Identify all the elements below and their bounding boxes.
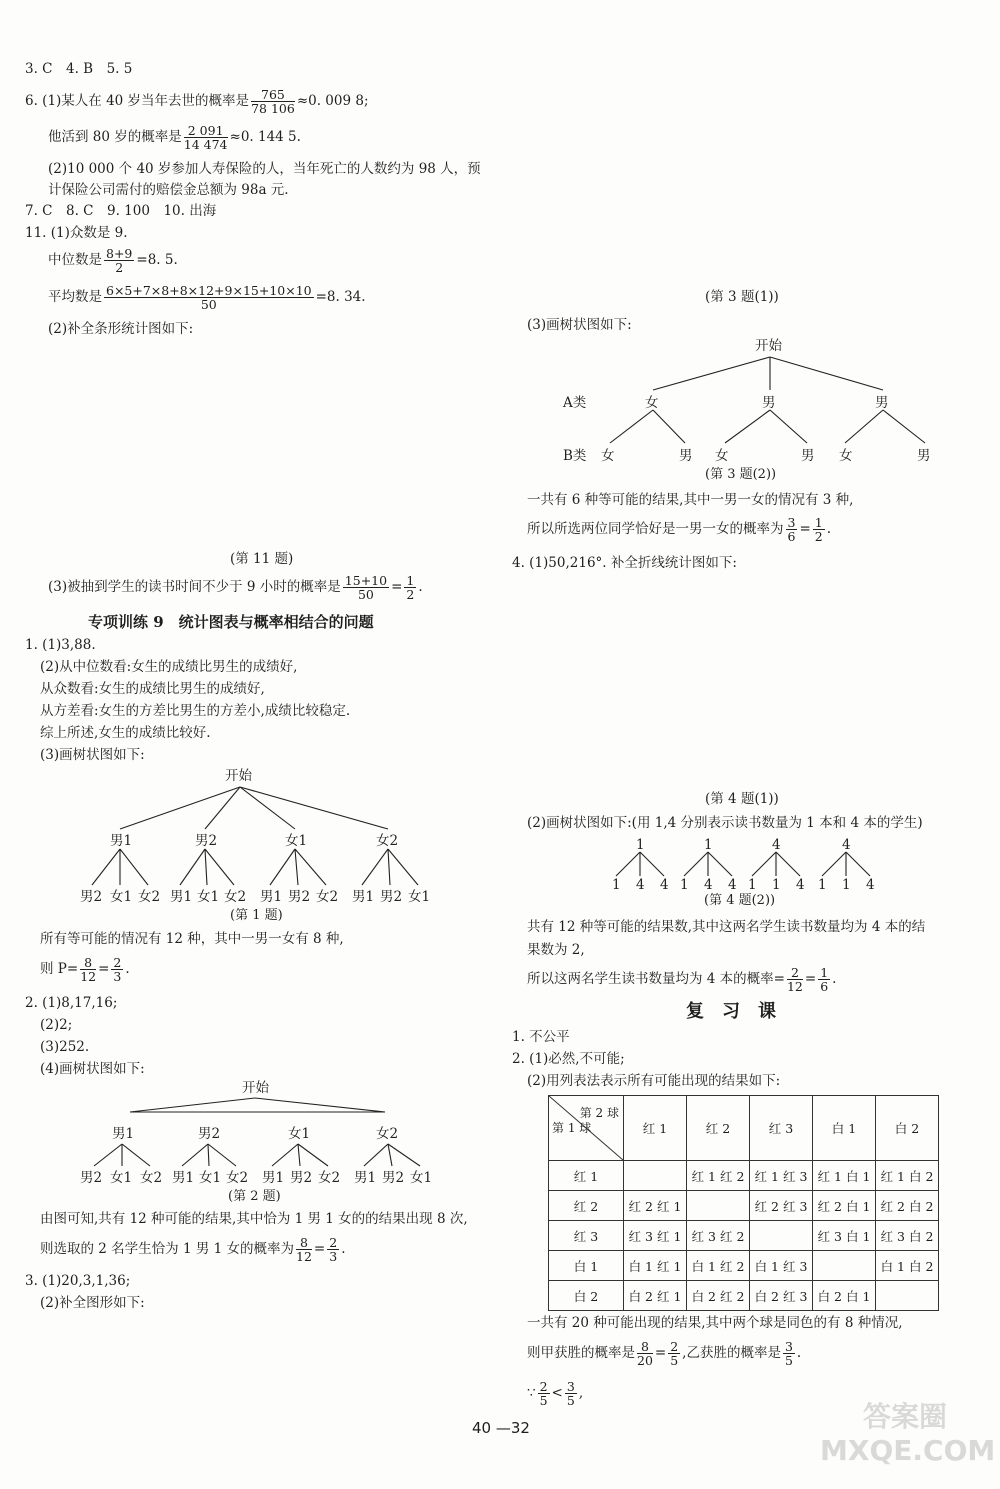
tree4-leaf: 4 — [728, 877, 737, 893]
q4-line-a: 4. (1)50,216°. 补全折线统计图如下: — [512, 555, 737, 571]
table-cell: 白 2 红 2 — [687, 1281, 750, 1311]
table-cell: 红 1 红 3 — [750, 1161, 813, 1191]
table-row — [549, 1191, 939, 1221]
table-corner — [549, 1096, 624, 1161]
tree1-root: 开始 — [225, 768, 252, 784]
q4-line-c: 共有 12 种等可能的结果数,其中这两名学生读书数量均为 4 本的结 — [527, 919, 926, 935]
tree4-leaf: 4 — [704, 877, 713, 893]
tree1-caption: (第 1 题) — [230, 908, 283, 923]
r-line5: 则甲获胜的概率是 $\frac{8}{20}$ = $\frac{2}{5}$ ,乙获胜的概率是 $\frac{3}{5}$ . — [527, 1339, 802, 1369]
q11-median: 中位数是 $\frac{8+9}{2}$ =8. 5. — [48, 246, 178, 276]
tree1-leaf: 女1 — [408, 889, 431, 905]
tree3-leaf: 男 — [679, 448, 693, 464]
table-cell: 白 2 白 1 — [813, 1281, 876, 1311]
fig3-1-caption: (第 3 题(1)) — [705, 289, 779, 305]
table-row — [549, 1161, 939, 1191]
s1-line7: 所有等可能的情况有 12 种，其中一男一女有 8 种, — [40, 931, 344, 947]
s2-line5: 由图可知,共有 12 种可能的结果,其中恰为 1 男 1 女的的结果出现 8 次, — [40, 1211, 468, 1227]
tree3-row-b: B类 — [563, 448, 587, 464]
table-cell: 白 1 白 2 — [876, 1251, 939, 1281]
q11-part3: (3)被抽到学生的读书时间不少于 9 小时的概率是 $\frac{15+10}{50}$ = $\frac{1}{2}$ . — [48, 573, 423, 603]
table-cell — [624, 1161, 687, 1191]
table-cell: 红 3 红 2 — [687, 1221, 750, 1251]
tree3-row-a: A类 — [563, 395, 587, 411]
tree1-leaf: 男1 — [352, 889, 375, 905]
tree-q3 — [555, 335, 955, 485]
tree2-node: 女2 — [376, 1126, 399, 1142]
tree2-leaf: 男1 — [354, 1170, 377, 1186]
table-cell: 红 2 红 3 — [750, 1191, 813, 1221]
tree1-leaf: 男2 — [380, 889, 403, 905]
q11-part2: (2)补全条形统计图如下: — [48, 321, 194, 337]
q6-line2: 他活到 80 岁的概率是 $\frac{2 091}{14 474}$ ≈0. 144 5. — [48, 123, 301, 153]
tree3-leaf: 男 — [917, 448, 931, 464]
tree4-leaf: 1 — [748, 877, 757, 893]
tree1-node: 男1 — [110, 833, 133, 849]
table-corner-bottom: 第 1 球 — [552, 1121, 592, 1135]
table-cell: 红 3 白 2 — [876, 1221, 939, 1251]
table-cell — [750, 1221, 813, 1251]
tree2-node: 男2 — [198, 1126, 221, 1142]
s2-line2: (2)2; — [40, 1017, 73, 1033]
table-cell: 红 2 白 1 — [813, 1191, 876, 1221]
tree4-leaf: 4 — [660, 877, 669, 893]
tree2-leaf: 男2 — [290, 1170, 313, 1186]
table-corner-top: 第 2 球 — [579, 1106, 619, 1120]
watermark: 答案圈 MXQE.COM — [820, 1400, 996, 1467]
table-cell: 白 2 红 3 — [750, 1281, 813, 1311]
table-row — [549, 1221, 939, 1251]
tree1-node: 男2 — [195, 833, 218, 849]
chart-q11 — [60, 338, 460, 550]
tree4-node: 4 — [772, 837, 781, 853]
q4-line-b: (2)画树状图如下:(用 1,4 分别表示读书数量为 1 本和 4 本的学生) — [527, 815, 923, 831]
answers-7-10: 7. C 8. C 9. 100 10. 出海 — [25, 203, 217, 219]
tree2-caption: (第 2 题) — [228, 1189, 281, 1204]
tree1-leaf: 女2 — [224, 889, 247, 905]
tree-q2 — [70, 1078, 450, 1206]
tree3-node: 男 — [762, 395, 776, 411]
table-col-head: 红 2 — [687, 1096, 750, 1161]
s1-line8: 则 P= $\frac{8}{12}$ = $\frac{2}{3}$ . — [40, 955, 130, 985]
tree2-root: 开始 — [242, 1080, 269, 1096]
table-cell: 白 1 红 2 — [687, 1251, 750, 1281]
s1-line4: 从方差看:女生的方差比男生的方差小,成绩比较稳定. — [40, 703, 351, 719]
table-cell: 白 2 红 1 — [624, 1281, 687, 1311]
tree1-node: 女2 — [376, 833, 399, 849]
s3-line2: (2)补全图形如下: — [40, 1295, 145, 1311]
q11-line1: 11. (1)众数是 9. — [25, 225, 128, 241]
s2-line1: 2. (1)8,17,16; — [25, 995, 118, 1011]
s1-line1: 1. (1)3,88. — [25, 637, 96, 653]
table-row-head: 红 2 — [549, 1191, 624, 1221]
tree2-leaf: 女1 — [410, 1170, 433, 1186]
table-row-head: 白 1 — [549, 1251, 624, 1281]
q3-line-e: 所以所选两位同学恰好是一男一女的概率为 $\frac{3}{6}$ = $\frac{1}{2}$ . — [527, 515, 832, 545]
tree2-leaf: 女2 — [226, 1170, 249, 1186]
s1-line5: 综上所述,女生的成绩比较好. — [40, 725, 211, 741]
tree4-leaf: 4 — [636, 877, 645, 893]
table-row-head: 红 3 — [549, 1221, 624, 1251]
r-line6: ∵ $\frac{2}{5}$ < $\frac{3}{5}$ , — [527, 1379, 584, 1409]
table-cell: 红 1 白 2 — [876, 1161, 939, 1191]
r-line2: 2. (1)必然,不可能; — [512, 1051, 625, 1067]
table-cell — [876, 1281, 939, 1311]
tree4-leaf: 4 — [796, 877, 805, 893]
tree4-node: 1 — [636, 837, 645, 853]
tree1-leaf: 女2 — [316, 889, 339, 905]
s2-line3: (3)252. — [40, 1039, 90, 1055]
tree3-root: 开始 — [755, 338, 782, 354]
table-row-head: 白 2 — [549, 1281, 624, 1311]
r-line1: 1. 不公平 — [512, 1029, 570, 1045]
table-col-head: 白 1 — [813, 1096, 876, 1161]
tree2-node: 女1 — [288, 1126, 311, 1142]
tree3-node: 女 — [645, 395, 659, 411]
tree4-caption: (第 4 题(2)) — [704, 893, 776, 906]
tree1-leaf: 男1 — [170, 889, 193, 905]
tree1-leaf: 男2 — [288, 889, 311, 905]
tree3-leaf: 男 — [801, 448, 815, 464]
s2-line6: 则选取的 2 名学生恰为 1 男 1 女的概率为 $\frac{8}{12}$ = $\frac{2}{3}$ . — [40, 1235, 346, 1265]
table-row — [549, 1281, 939, 1311]
q6-line1: 6. (1)某人在 40 岁当年去世的概率是 $\frac{765}{78 106}$ ≈0. 009 8; — [25, 87, 369, 117]
table-cell: 红 2 红 1 — [624, 1191, 687, 1221]
r-line4: 一共有 20 种可能出现的结果,其中两个球是同色的有 8 种情况, — [527, 1315, 903, 1331]
tree3-leaf: 女 — [715, 448, 729, 464]
s1-line2: (2)从中位数看:女生的成绩比男生的成绩好, — [40, 659, 298, 675]
chart-q4-1 — [610, 572, 870, 790]
tree2-leaf: 女2 — [140, 1170, 163, 1186]
tree4-node: 4 — [842, 837, 851, 853]
tree-q1 — [70, 765, 450, 925]
result-table — [548, 1095, 939, 1311]
tree4-node: 1 — [704, 837, 713, 853]
section-title: 专项训练 9 统计图表与概率相结合的问题 — [88, 613, 374, 631]
table-cell: 红 1 白 1 — [813, 1161, 876, 1191]
tree4-leaf: 1 — [818, 877, 827, 893]
table-cell: 红 3 白 1 — [813, 1221, 876, 1251]
tree1-leaf: 女1 — [197, 889, 220, 905]
tree2-leaf: 女2 — [318, 1170, 341, 1186]
page-number: 40 —32 — [472, 1419, 530, 1437]
s1-line3: 从众数看:女生的成绩比男生的成绩好, — [40, 681, 265, 697]
q4-line-e: 所以这两名学生读书数量均为 4 本的概率= $\frac{2}{12}$ = $\frac{1}{6}$ . — [527, 965, 837, 995]
table-cell: 红 2 白 2 — [876, 1191, 939, 1221]
tree3-caption: (第 3 题(2)) — [705, 467, 777, 482]
fig11-caption: (第 11 题) — [230, 551, 294, 567]
table-cell: 白 1 红 1 — [624, 1251, 687, 1281]
table-row — [549, 1251, 939, 1281]
table-cell — [813, 1251, 876, 1281]
chart-q3-1 — [590, 58, 890, 298]
tree2-leaf: 男2 — [80, 1170, 103, 1186]
table-col-head: 白 2 — [876, 1096, 939, 1161]
answers-3-5: 3. C 4. B 5. 5 — [25, 61, 133, 77]
tree2-leaf: 男1 — [262, 1170, 285, 1186]
s3-line1: 3. (1)20,3,1,36; — [25, 1273, 131, 1289]
tree3-node: 男 — [875, 395, 889, 411]
review-title: 复 习 课 — [686, 1001, 776, 1022]
tree4-leaf: 4 — [866, 877, 875, 893]
tree4-leaf: 1 — [680, 877, 689, 893]
table-row-head: 红 1 — [549, 1161, 624, 1191]
tree3-leaf: 女 — [601, 448, 615, 464]
q6-line3: (2)10 000 个 40 岁参加人寿保险的人，当年死亡的人数约为 98 人，预 — [48, 161, 481, 177]
tree1-node: 女1 — [285, 833, 308, 849]
tree-q4 — [600, 836, 900, 906]
tree2-leaf: 男1 — [172, 1170, 195, 1186]
tree4-leaf: 1 — [842, 877, 851, 893]
s1-line6: (3)画树状图如下: — [40, 747, 145, 763]
table-cell: 红 3 红 1 — [624, 1221, 687, 1251]
tree2-leaf: 女1 — [199, 1170, 222, 1186]
table-col-head: 红 1 — [624, 1096, 687, 1161]
table-cell: 红 1 红 2 — [687, 1161, 750, 1191]
q4-line-d: 果数为 2, — [527, 942, 585, 958]
tree1-leaf: 女1 — [110, 889, 133, 905]
fig4-1-caption: (第 4 题(1)) — [705, 791, 779, 807]
tree1-leaf: 女2 — [138, 889, 161, 905]
r-line3: (2)用列表法表示所有可能出现的结果如下: — [527, 1073, 781, 1089]
q3-line-d: 一共有 6 种等可能的结果,其中一男一女的情况有 3 种, — [527, 492, 854, 508]
tree2-leaf: 女1 — [110, 1170, 133, 1186]
table-col-head: 红 3 — [750, 1096, 813, 1161]
q6-line4: 计保险公司需付的赔偿金总额为 98a 元. — [48, 182, 289, 198]
tree2-leaf: 男2 — [382, 1170, 405, 1186]
s2-line4: (4)画树状图如下: — [40, 1061, 145, 1077]
tree1-leaf: 男2 — [80, 889, 103, 905]
tree4-leaf: 1 — [772, 877, 781, 893]
tree3-leaf: 女 — [839, 448, 853, 464]
tree2-node: 男1 — [112, 1126, 135, 1142]
table-cell — [687, 1191, 750, 1221]
table-cell: 白 1 红 3 — [750, 1251, 813, 1281]
tree1-leaf: 男1 — [260, 889, 283, 905]
q11-mean: 平均数是 $\frac{6\times 5+7\times 8+8\times 12+9\times 15+10\times 10}{50}$ =8. 34. — [48, 283, 366, 313]
tree4-leaf: 1 — [612, 877, 621, 893]
q3-part3: (3)画树状图如下: — [527, 317, 632, 333]
